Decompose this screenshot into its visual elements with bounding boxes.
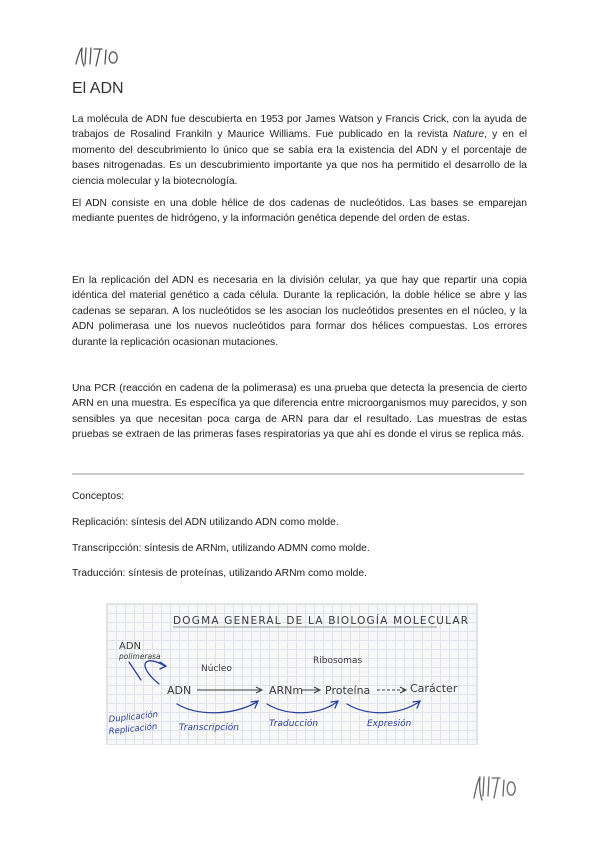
node-arnm: ARNm [269, 684, 304, 697]
expression-label: Expresión [367, 719, 412, 729]
concept-item: Traducción: síntesis de proteínas, utilizando ARNm como molde. [72, 568, 367, 579]
transcription-label: Transcripción [179, 723, 239, 733]
paragraph-discovery-after: , y en el momento del descubrimiento lo único que se sabía era la existencia del ADN y el porcentaje de bases nitrogenadas. Es un descubrimiento importante ya que nos ha permitido el desarrollo de la ciencia molecular y la biotecnología. [72, 129, 527, 187]
section-divider [72, 473, 524, 475]
paragraph-pcr: Una PCR (reacción en cadena de la polimerasa) es una prueba que detecta la presencia de cierto ARN en una muestra. Es específica ya que diferencia entre microorganismos muy parecidos, y son sensibles ya que necesitan poca carga de ARN para dar el resultado. Las muestras de estas pruebas se extraen de las primeras fases respiratorias ya que ahí es donde el virus se replica más. [72, 383, 527, 441]
concept-item: Transcripcción: síntesis de ARNm, utilizando ADMN como molde. [72, 543, 370, 554]
node-adn: ADN [167, 684, 192, 697]
signature-bottom [470, 770, 530, 806]
diagram-title: DOGMA GENERAL DE LA BIOLOGÍA MOLECULAR [173, 615, 470, 627]
dogma-diagram-image [106, 603, 478, 745]
enzyme-label: ADN [119, 641, 142, 652]
paragraph-replication: En la replicación del ADN es necesaria en la división celular, ya que hay que repartir una copia idéntica del material genético a cada célula. Durante la replicación, la doble hélice se abre y las cadenas se separan. A los nucleótidos se les asocian los nucleótidos presentes en el núcleo, y la ADN polimerasa une los nuevos nucleótidos para formar dos hélices compuestas. Los errores durante la replicación ocasionan mutaciones. [72, 275, 527, 348]
node-protein: Proteína [325, 684, 371, 697]
location-ribosomes: Ribosomas [313, 656, 363, 666]
paragraph-discovery [72, 112, 527, 189]
document-title: El ADN [72, 80, 124, 97]
location-nucleus: Núcleo [201, 664, 232, 674]
concept-item: Replicación: síntesis del ADN utilizando ADN como molde. [72, 517, 339, 528]
enzyme-label-line2: polimerasa [119, 652, 161, 661]
node-character: Carácter [410, 682, 458, 695]
paragraph-discovery-before: La molécula de ADN fue descubierta en 1953 por James Watson y Francis Crick, con la ayuda de trabajos de Rosalind Frankiln y Maurice Williams. Fue publicado en la revista [72, 114, 527, 141]
journal-name: Nature [453, 129, 485, 141]
signature-top [72, 42, 132, 72]
replication-label: Replicación [108, 721, 158, 737]
translation-label: Traducción [269, 719, 319, 729]
paragraph-structure: El ADN consiste en una doble hélice de dos cadenas de nucleótidos. Las bases se emparejan mediante puentes de hidrógeno, y la información genética depende del orden de estas. [72, 198, 527, 225]
duplication-label: Duplicación [108, 709, 159, 725]
concepts-heading: Conceptos: [72, 491, 125, 502]
